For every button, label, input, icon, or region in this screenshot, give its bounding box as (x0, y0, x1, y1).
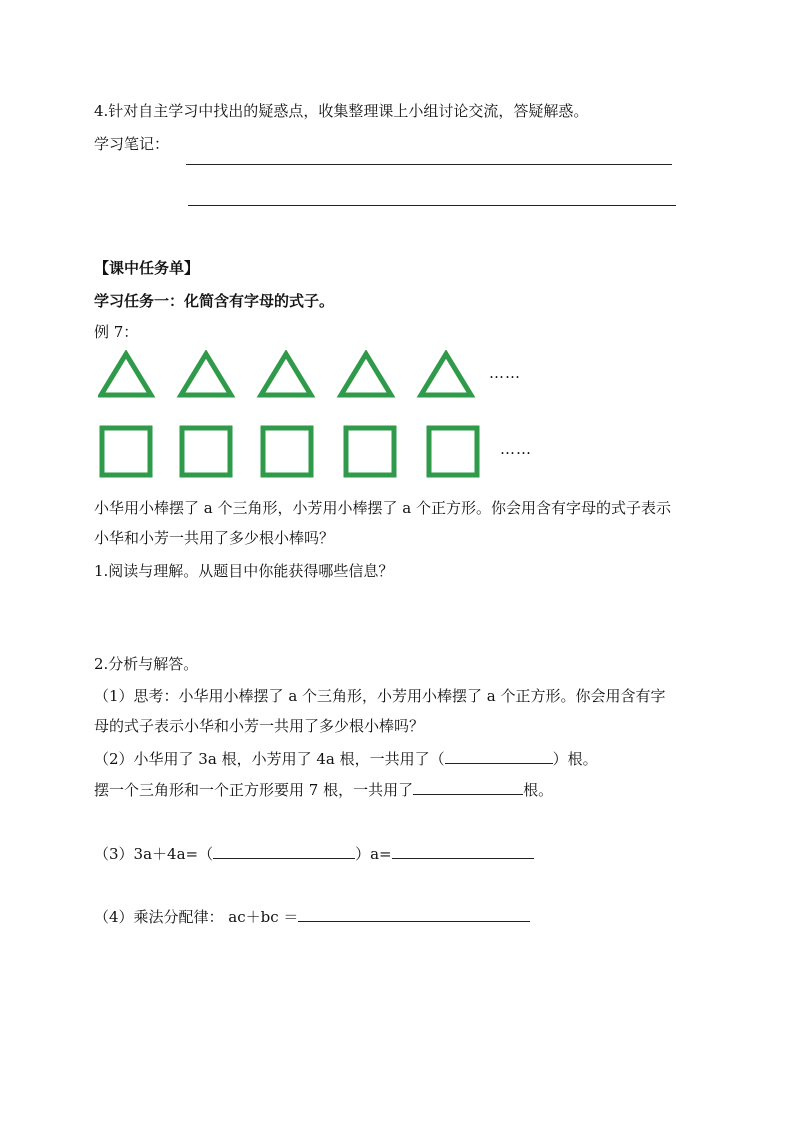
example-label: 例 7： (94, 323, 139, 341)
q2-line-2 (94, 778, 553, 800)
q2-line2-text-b: 根。 (523, 781, 554, 799)
square-shape-4 (346, 428, 394, 475)
q3-line (94, 842, 534, 864)
square-shape-2 (182, 428, 230, 475)
square-ellipsis: …… (500, 440, 532, 458)
q2-text-a: （2）小华用了 3a 根，小芳用了 4a 根，一共用了（ (94, 750, 445, 768)
notes-line-2 (188, 205, 676, 206)
task1-title: 学习任务一：化简含有字母的式子。 (94, 292, 335, 310)
triangle-ellipsis: …… (489, 364, 521, 382)
section-title: 【课中任务单】 (94, 259, 200, 277)
q2-line-1 (94, 747, 598, 769)
q3-result-blank[interactable] (392, 842, 534, 859)
q2-line2-text-a: 摆一个三角形和一个正方形要用 7 根，一共用了 (94, 781, 414, 799)
q3-text-a: （3）3a＋4a=（ (94, 845, 214, 863)
q2-answer-blank[interactable] (445, 747, 553, 764)
q2-line2-blank[interactable] (413, 778, 523, 795)
q4-text-a: （4）乘法分配律： ac＋bc ＝ (94, 908, 299, 926)
q2-text-b: ）根。 (552, 750, 598, 768)
q3-coefficient-blank[interactable] (213, 842, 355, 859)
step-2: 2.分析与解答。 (94, 655, 199, 673)
q4-line (94, 905, 530, 927)
q1-line-2: 母的式子表示小华和小芳一共用了多少根小棒吗？ (94, 717, 425, 735)
triangle-shape-1 (101, 354, 151, 395)
q4-answer-blank[interactable] (298, 905, 530, 922)
notes-label: 学习笔记： (94, 135, 170, 153)
step-1: 1.阅读与理解。从题目中你能获得哪些信息？ (94, 562, 394, 580)
problem-line-1: 小华用小棒摆了 a 个三角形，小芳用小棒摆了 a 个正方形。你会用含有字母的式子表示 (94, 499, 671, 517)
square-shape-5 (429, 428, 477, 475)
q1-line-1: （1）思考：小华用小棒摆了 a 个三角形，小芳用小棒摆了 a 个正方形。你会用含有字 (94, 687, 666, 705)
triangle-shape-3 (261, 354, 311, 395)
notes-line-1 (186, 164, 672, 165)
item-4: 4.针对自主学习中找出的疑惑点，收集整理课上小组讨论交流，答疑解惑。 (94, 102, 589, 120)
square-shape-1 (102, 428, 150, 475)
square-shape-3 (263, 428, 311, 475)
q3-text-b: ）a= (355, 845, 392, 863)
problem-line-2: 小华和小芳一共用了多少根小棒吗？ (94, 529, 335, 547)
triangle-shape-4 (341, 354, 391, 395)
triangle-shape-2 (181, 354, 231, 395)
triangle-shape-5 (421, 354, 471, 395)
